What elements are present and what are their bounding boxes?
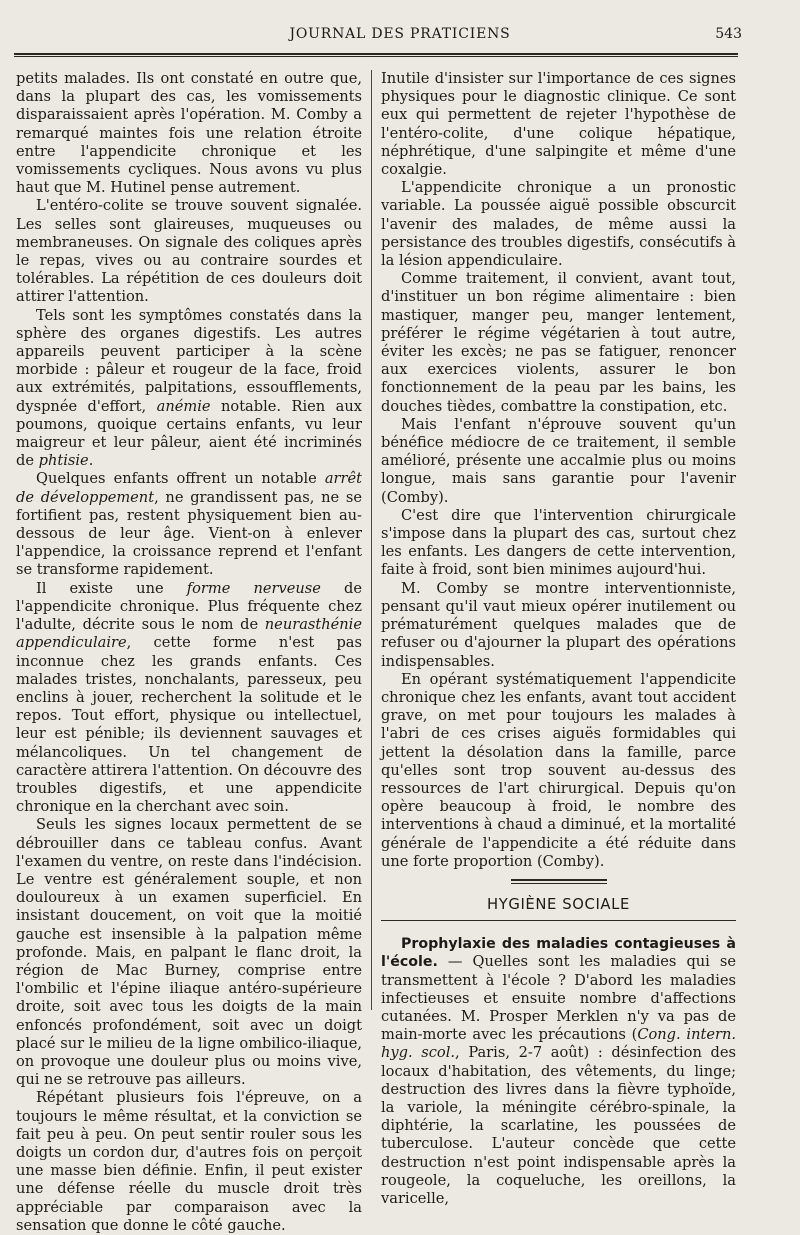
text-run: , Paris, 2-7 août) : désinfection des locaux d'habitation, des vêtements, du linge; destruction des livres dans la fièvre typhoïde, la variole, la méningite cérébro-spinale, la diphtérie, la scarlatine, les poussées de tuberculose. L'auteur concède que cette destruction n'est point indispensable après la rougeole, la coqueluche, les oreillons, la varicelle, [381,1044,736,1207]
paragraph: Répétant plusieurs fois l'épreuve, on a toujours le même résultat, et la conviction se fait peu à peu. On peut sentir rouler sous les doigts un cordon dur, d'autres fois on perçoit une masse bien définie. Enfin, il peut exister une défense réelle du muscle droit très appréciable par comparaison avec la sensation que donne le côté gauche. [16,1089,362,1234]
paragraph: M. Comby se montre interventionniste, pensant qu'il vaut mieux opérer inutilement ou prématurément quelques malades que de refuser ou d'ajourner la plupart des opérations indispensables. [381,579,736,670]
emphasis: anémie [156,397,211,415]
paragraph: En opérant systématiquement l'appendicite chronique chez les enfants, avant tout accident grave, on met pour toujours les malades à l'abri de ces crises aiguës formidables qui jettent la désolation dans la famille, parce qu'elles sont trop souvent au-dessus des ressources de l'art chirurgical. Depuis qu'on opère beaucoup à froid, le nombre des interventions à chaud a diminué, et la mortalité générale de l'appendicite a été réduite dans une forte proportion (Comby). [381,670,736,870]
paragraph [381,935,736,1208]
article-title: Prophylaxie des maladies contagieuses à l'école. [381,936,736,971]
paragraph [16,580,362,817]
text-run: , ne grandissent pas, ne se fortifient pas, restent physiquement bien au-dessous de leur âge. Vient-on à enlever l'appendice, la croissance reprend et l'enfant se transforme rapidement. [16,488,362,579]
emphasis: neurasthénie appendiculaire [16,616,362,652]
emphasis: Cong. intern. hyg. scol. [381,1026,736,1062]
text-run: notable. Rien aux poumons, quoique certains enfants, vu leur maigreur et leur pâleur, aient été incriminés de [16,397,362,470]
emphasis: forme nerveuse [186,579,321,597]
section-heading: HYGIÈNE SOCIALE [381,896,736,921]
paragraph: Inutile d'insister sur l'importance de ces signes physiques pour le diagnostic clinique. Ce sont eux qui permettent de rejeter l'hypothèse de l'entéro-colite, d'une colique hépatique, néphrétique, d'une salpingite et même d'une coxalgie. [381,70,736,179]
paragraph [16,470,362,579]
paragraph: Comme traitement, il convient, avant tout, d'instituer un bon régime alimentaire : bien mastiquer, manger peu, manger lentement, préférer le régime végétarien à tout autre, éviter les excès; ne pas se fatiguer, renoncer aux exercices violents, assurer le bon fonctionnement de la peau par les bains, les douches tièdes, combattre la constipation, etc. [381,270,736,415]
paragraph: C'est dire que l'intervention chirurgicale s'impose dans la plupart des cas, surtout chez les enfants. Les dangers de cette intervention, faite à froid, sont bien minimes aujourd'hui. [381,506,736,579]
header-rule-thin [14,56,738,57]
left-column [16,70,362,1235]
running-title: JOURNAL DES PRATICIENS [289,26,511,42]
emphasis: arrêt de développement [16,470,362,506]
section-separator [511,879,607,884]
text-run: Tels sont les symptômes constatés dans la sphère des organes digestifs. Les autres appareils peuvent participer à la scène morbide : pâleur et rougeur de la face, froid aux extrémités, palpitations, essoufflements, dyspnée d'effort, [16,306,362,415]
text-run: , cette forme n'est pas inconnue chez les grands enfants. Ces malades tristes, nonchalants, paresseux, peu enclins à jouer, recherchent la solitude et le repos. Tout effort, physique ou intellectuel, leur est pénible; ils deviennent sauvages et mélancoliques. Un tel changement de caractère attirera l'attention. On découvre des troubles digestifs, et une appendicite chronique en la cherchant avec soin. [16,634,362,816]
paragraph: L'entéro-colite se trouve souvent signalée. Les selles sont glaireuses, muqueuses ou membraneuses. On signale des coliques après le repas, vives ou au contraire sourdes et tolérables. La répétition de ces douleurs doit attirer l'attention. [16,197,362,306]
column-divider [371,70,372,1010]
text-run: de l'appendicite chronique. Plus fréquente chez l'adulte, décrite sous le nom de [16,579,362,634]
emphasis: phtisie [38,452,89,470]
page-number: 543 [715,26,742,42]
page-header [0,26,800,48]
text-run: Il existe une [36,579,187,597]
text-run: . [88,452,94,470]
text-run: Quelques enfants offrent un notable [36,470,325,488]
paragraph: L'appendicite chronique a un pronostic variable. La poussée aiguë possible obscurcit l'avenir des malades, de même aussi la persistance des troubles digestifs, consécutifs à la lésion appendiculaire. [381,179,736,270]
paragraph: Seuls les signes locaux permettent de se débrouiller dans ce tableau confus. Avant l'examen du ventre, on reste dans l'indécision. Le ventre est généralement souple, et non douloureux à un examen superficiel. En insistant doucement, on voit que la moitié gauche est insensible à la palpation même profonde. Mais, en palpant le flanc droit, la région de Mac Burney, comprise entre l'ombilic et l'épine iliaque antéro-supérieure droite, soit avec tous les doigts de la main enfoncés profondément, soit avec un doigt placé sur le milieu de la ligne ombilico-iliaque, on provoque une douleur plus ou moins vive, qui ne se retrouve pas ailleurs. [16,816,362,1089]
header-rule [14,53,738,55]
paragraph [16,307,362,471]
paragraph: petits malades. Ils ont constaté en outre que, dans la plupart des cas, les vomissements disparaissaient après l'opération. M. Comby a remarqué maintes fois une relation étroite entre l'appendicite chronique et les vomissements cycliques. Nous avons vu plus haut que M. Hutinel pense autrement. [16,70,362,197]
paragraph: Mais l'enfant n'éprouve souvent qu'un bénéfice médiocre de ce traitement, il semble amélioré, présente une accalmie plus ou moins longue, mais sans garantie pour l'avenir (Comby). [381,415,736,506]
right-column [381,70,736,1208]
text-run: — Quelles sont les maladies qui se transmettent à l'école ? D'abord les maladies infectieuses et ensuite nombre d'affections cutanées. M. Prosper Merklen n'y va pas de main-morte avec les précautions ( [381,953,736,1044]
